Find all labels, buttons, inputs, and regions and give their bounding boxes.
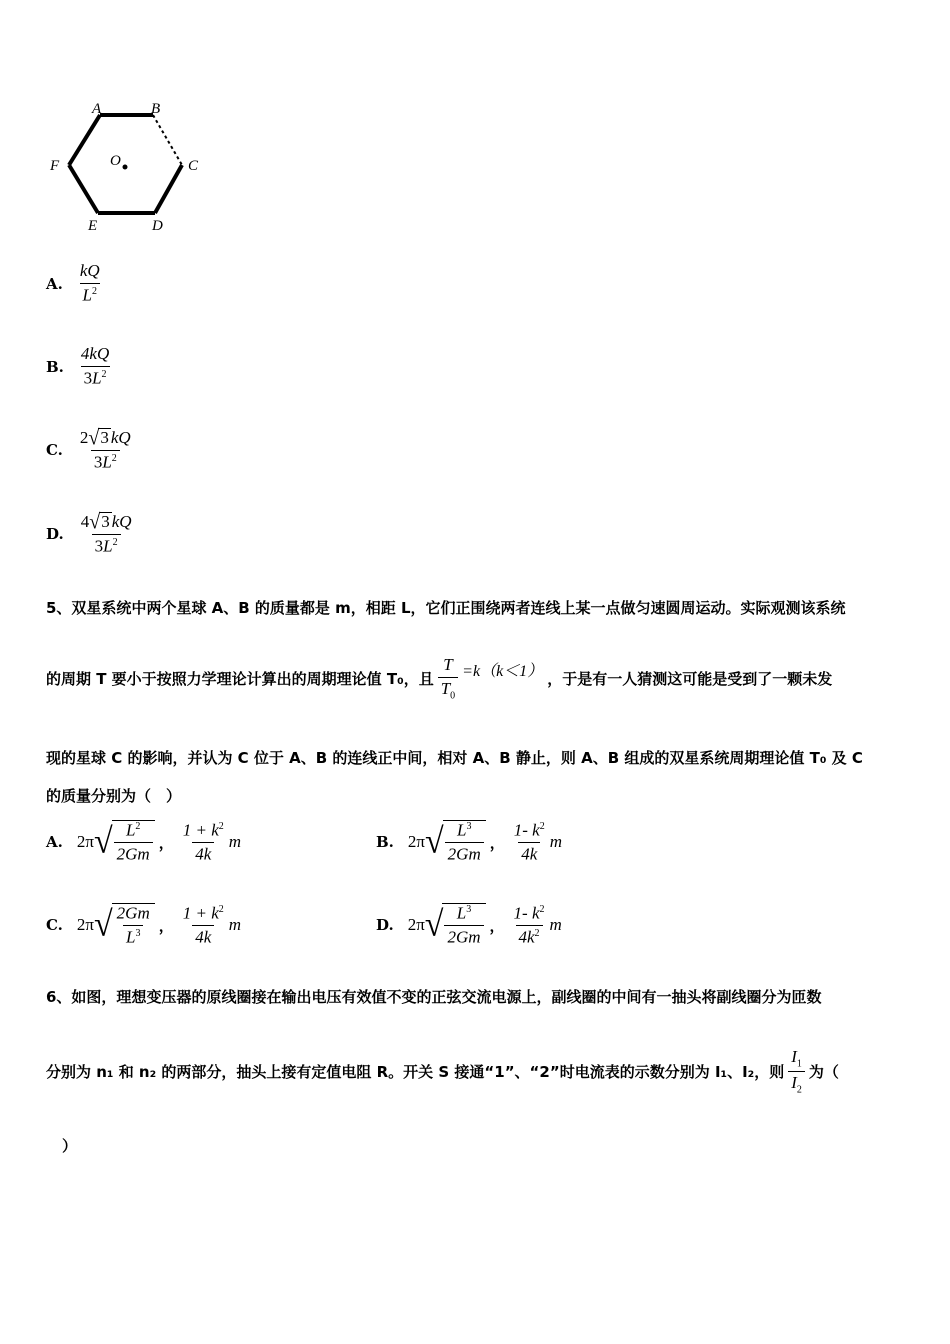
option-label: D. bbox=[376, 916, 394, 935]
edge-ef bbox=[69, 165, 98, 213]
vertex-label-f: F bbox=[50, 158, 60, 174]
comma: ， bbox=[158, 833, 174, 852]
vertex-label-b: B bbox=[151, 101, 161, 117]
denominator: $3L^2$ bbox=[91, 450, 120, 472]
coefficient: 2π bbox=[407, 832, 425, 852]
q6-line-2-text: 分别为 n₁ 和 n₂ 的两部分，抽头上接有定值电阻 R。开关 S 接通“1”、“2”时电流表的示数分别为 I₁、I₂，则 bbox=[46, 1063, 785, 1082]
q5-line-2-text: 的周期 T 要小于按照力学理论计算出的周期理论值 T₀，且 bbox=[46, 670, 434, 689]
q6-line-1: 6、如图，理想变压器的原线圈接在输出电压有效值不变的正弦交流电源上，副线圈的中间有一抽头将副线圈分为匝数 bbox=[46, 988, 822, 1006]
vertex-label-c: C bbox=[188, 158, 199, 174]
mass-fraction: $\frac{1 + k^2}{4k}$ bbox=[182, 820, 224, 864]
q5-ratio bbox=[438, 656, 458, 701]
fraction bbox=[77, 428, 134, 472]
ratio-numerator: $I_1$ bbox=[791, 1047, 802, 1070]
q5-line-4: 的质量分别为（ ） bbox=[46, 787, 182, 805]
q5-line-3: 现的星球 C 的影响，并认为 C 位于 A、B 的连线正中间，相对 A、B 静止，则 A、B 组成的双星系统周期理论值 T₀ 及 C bbox=[46, 749, 863, 767]
q4-option-d[interactable] bbox=[46, 512, 135, 556]
option-label: C. bbox=[46, 441, 63, 460]
option-label: C. bbox=[46, 916, 63, 935]
ratio-numerator: T bbox=[443, 655, 453, 674]
numerator: 2 √ 3 kQ bbox=[79, 426, 131, 450]
vertex-label-d: D bbox=[152, 218, 163, 234]
mass-symbol: m bbox=[228, 832, 242, 852]
ratio-denominator: $I_2$ bbox=[788, 1071, 805, 1095]
denominator: $3L^2$ bbox=[81, 366, 110, 388]
option-label: A. bbox=[46, 274, 63, 293]
edge-fa bbox=[69, 115, 100, 165]
q5-option-d[interactable] bbox=[376, 903, 562, 948]
option-label: D. bbox=[46, 525, 64, 544]
radical: √ $\frac{2Gm}{L^3}$ bbox=[94, 903, 155, 948]
q5-option-c[interactable] bbox=[46, 903, 241, 948]
option-label: A. bbox=[46, 833, 63, 852]
q5-line-2 bbox=[46, 656, 832, 701]
q6-ratio bbox=[788, 1048, 805, 1096]
mass-symbol: m bbox=[549, 915, 562, 935]
coefficient: 2π bbox=[76, 832, 94, 852]
edge-bc bbox=[153, 115, 182, 165]
ratio-denominator: $T_0$ bbox=[438, 677, 458, 701]
denominator: $L^2$ bbox=[80, 283, 100, 305]
q4-option-c[interactable] bbox=[46, 428, 134, 472]
comma: ， bbox=[489, 916, 505, 935]
edge-cd bbox=[155, 165, 182, 213]
mass-fraction: $\frac{1- k^2}{4k}$ bbox=[513, 820, 545, 864]
center-label-o: O bbox=[110, 153, 121, 169]
q4-option-a[interactable] bbox=[46, 262, 103, 305]
option-label: B. bbox=[46, 357, 64, 376]
q5-line-1: 5、双星系统中两个星球 A、B 的质量都是 m，相距 L，它们正围绕两者连线上某一点做匀速圆周运动。实际观测该系统 bbox=[46, 599, 846, 617]
radical: √ $\frac{L^3}{2Gm}$ bbox=[425, 820, 486, 865]
fraction bbox=[78, 512, 135, 556]
numerator: 4kQ bbox=[80, 344, 110, 363]
comma: ， bbox=[158, 916, 174, 935]
q4-option-b[interactable] bbox=[46, 345, 112, 388]
mass-fraction: $\frac{1 + k^2}{4k}$ bbox=[182, 903, 224, 947]
vertex-label-e: E bbox=[88, 218, 98, 234]
coefficient: 2π bbox=[407, 915, 425, 935]
q6-line-3: ） bbox=[62, 1137, 78, 1155]
numerator: 4 √ 3 kQ bbox=[80, 510, 132, 534]
radical: √ $\frac{L^2}{2Gm}$ bbox=[94, 820, 155, 865]
vertex-label-a: A bbox=[92, 101, 102, 117]
denominator: $3L^2$ bbox=[92, 534, 121, 556]
hexagon-figure bbox=[40, 95, 220, 240]
coefficient: 2π bbox=[76, 915, 94, 935]
mass-symbol: m bbox=[549, 832, 562, 852]
radical: √ $\frac{L^3}{2Gm}$ bbox=[425, 903, 486, 948]
q5-option-a[interactable] bbox=[46, 820, 241, 865]
mass-symbol: m bbox=[228, 915, 242, 935]
q6-line-2 bbox=[46, 1048, 839, 1096]
comma: ， bbox=[489, 833, 505, 852]
fraction bbox=[77, 262, 103, 305]
fraction bbox=[78, 345, 112, 388]
mass-fraction: $\frac{1- k^2}{4k^2}$ bbox=[513, 903, 545, 947]
q5-option-b[interactable] bbox=[376, 820, 562, 865]
ratio-rhs: =k（k＜1） bbox=[462, 663, 544, 681]
q5-line-2-tail: ，于是有一人猜测这可能是受到了一颗未发 bbox=[547, 670, 833, 689]
option-label: B. bbox=[376, 833, 394, 852]
q6-line-2-tail: 为（ bbox=[808, 1063, 839, 1082]
center-dot bbox=[123, 165, 128, 170]
numerator: kQ bbox=[79, 261, 100, 280]
